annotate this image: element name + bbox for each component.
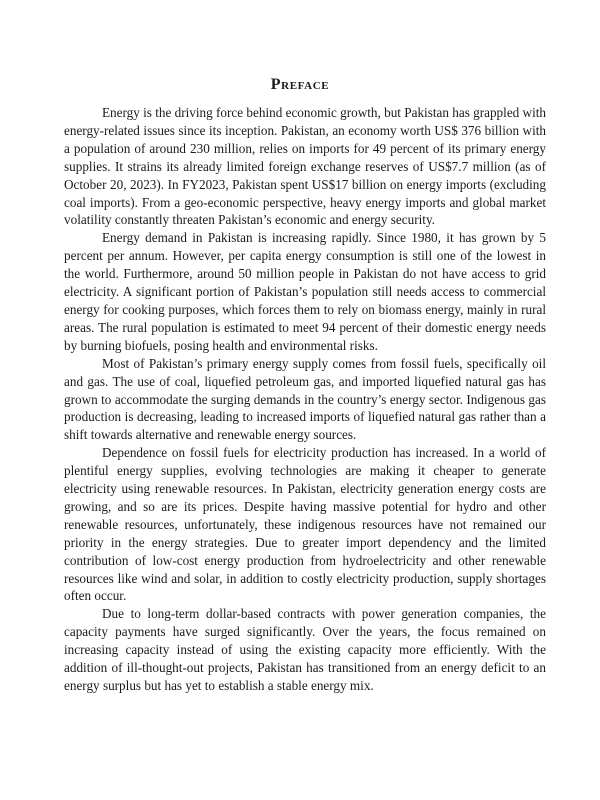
- page-title: Preface: [270, 76, 330, 93]
- paragraph-1: Energy is the driving force behind economic growth, but Pakistan has grappled with energy-related issues since its inception. Pakistan, an economy worth US$ 376 billion with a population of around 230 million, relies on imports for 49 percent of its primary energy supplies. It strains its already limited foreign exchange reserves of US$7.7 million (as of October 20, 2023). In FY2023, Pakistan spent US$17 billion on energy imports (excluding coal imports). From a geo-economic perspective, heavy energy imports and global market volatility constantly threaten Pakistan’s economic and energy security.: [64, 105, 547, 228]
- paragraph-5: Due to long-term dollar-based contracts with power generation companies, the capacity payments have surged significantly. Over the years, the focus remained on increasing capacity instead of using the existing capacity more efficiently. With the addition of ill-thought-out projects, Pakistan has transitioned from an energy deficit to an energy surplus but has yet to establish a stable energy mix.: [64, 606, 546, 693]
- paragraph-3: Most of Pakistan’s primary energy supply comes from fossil fuels, specifically oil and gas. The use of coal, liquefied petroleum gas, and imported liquefied natural gas has grown to accommodate the surging demands in the country’s energy sector. Indigenous gas production is decreasing, leading to increased imports of liquefied natural gas rather than a shift towards alternative and renewable energy sources.: [64, 355, 546, 443]
- body-text: [64, 104, 546, 695]
- paragraph-2: Energy demand in Pakistan is increasing rapidly. Since 1980, it has grown by 5 percent per annum. However, per capita energy consumption is still one of the lowest in the world. Furthermore, around 50 million people in Pakistan do not have access to grid electricity. A significant portion of Pakistan’s population still needs access to commercial energy for cooking purposes, which forces them to rely on biomass energy, mainly in rural areas. The rural population is estimated to meet 94 percent of their domestic energy needs by burning biofuels, posing health and environmental risks.: [64, 230, 546, 353]
- paragraph-4: Dependence on fossil fuels for electricity production has increased. In a world of plentiful energy supplies, evolving technologies are making it cheaper to generate electricity using renewable resources. In Pakistan, electricity generation energy costs are growing, and so are its prices. Despite having massive potential for hydro and other renewable resources, unfortunately, these indigenous resources have not remained our priority in the energy strategies. Due to greater import dependency and the limited contribution of low-cost energy production from hydroelectricity and other renewable resources like wind and solar, in addition to costly electricity production, supply shortages often occur.: [64, 445, 546, 604]
